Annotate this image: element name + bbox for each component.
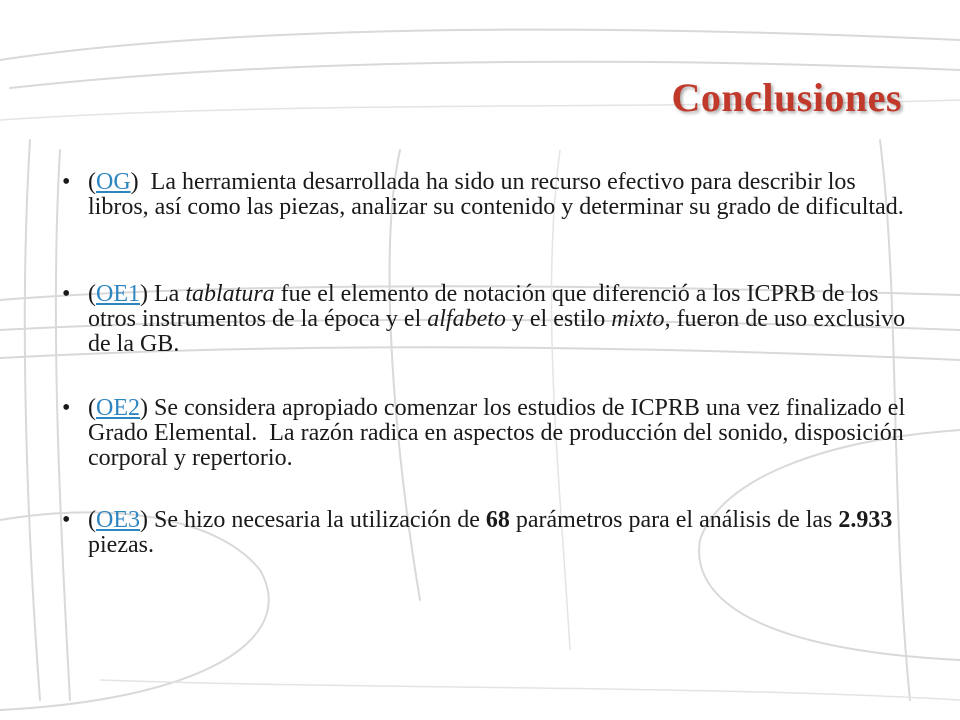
bullet-text: fue el elemento de notación que diferenció a los ICPRB de los otros instrumentos de la época y el — [88, 281, 885, 332]
bullet-text: La herramienta desarrollada ha sido un recurso efectivo para describir los libros, así como las piezas, analizar su contenido y determinar su grado de dificultad. — [88, 169, 904, 220]
bullet-oe3 — [62, 508, 912, 558]
conclusions-list — [62, 170, 912, 558]
bullet-oe2 — [62, 396, 912, 471]
paren-open: ( — [88, 169, 96, 195]
italic-term: mixto — [611, 306, 665, 332]
bullet-oe1 — [62, 282, 912, 357]
link-oe3[interactable]: OE3 — [96, 507, 140, 533]
link-oe1[interactable]: OE1 — [96, 281, 140, 307]
paren-open: ( — [88, 395, 96, 421]
bullet-dot: • — [62, 395, 71, 421]
paren-close: ) — [130, 169, 139, 195]
italic-term: tablatura — [185, 281, 275, 307]
bullet-text: , fueron de uso exclusivo de la GB. — [88, 306, 912, 357]
paren-close: ) — [140, 395, 148, 421]
link-og[interactable]: OG — [96, 169, 131, 195]
bullet-text: Se hizo necesaria la utilización de — [148, 507, 486, 533]
link-oe2[interactable]: OE2 — [96, 395, 140, 421]
paren-close: ) — [140, 281, 148, 307]
bullet-dot: • — [62, 507, 71, 533]
bullet-dot: • — [62, 169, 71, 195]
bullet-text: Se considera apropiado comenzar los estudios de ICPRB una vez finalizado el Grado Elemental. La razón radica en aspectos de producción del sonido, disposición corporal y repertorio. — [88, 395, 912, 471]
bullet-og — [62, 170, 912, 220]
italic-term: alfabeto — [427, 306, 506, 332]
bullet-text: parámetros para el análisis de las — [509, 507, 839, 533]
slide-title: Conclusiones — [671, 75, 902, 120]
paren-open: ( — [88, 281, 96, 307]
bullet-dot: • — [62, 281, 71, 307]
bold-number: 68 — [485, 507, 510, 533]
bold-number: 2.933 — [838, 507, 893, 533]
bullet-text: y el estilo — [505, 306, 612, 332]
paren-close: ) — [140, 507, 148, 533]
bullet-text: piezas. — [88, 507, 899, 558]
paren-open: ( — [88, 507, 96, 533]
bullet-text: La — [148, 281, 186, 307]
